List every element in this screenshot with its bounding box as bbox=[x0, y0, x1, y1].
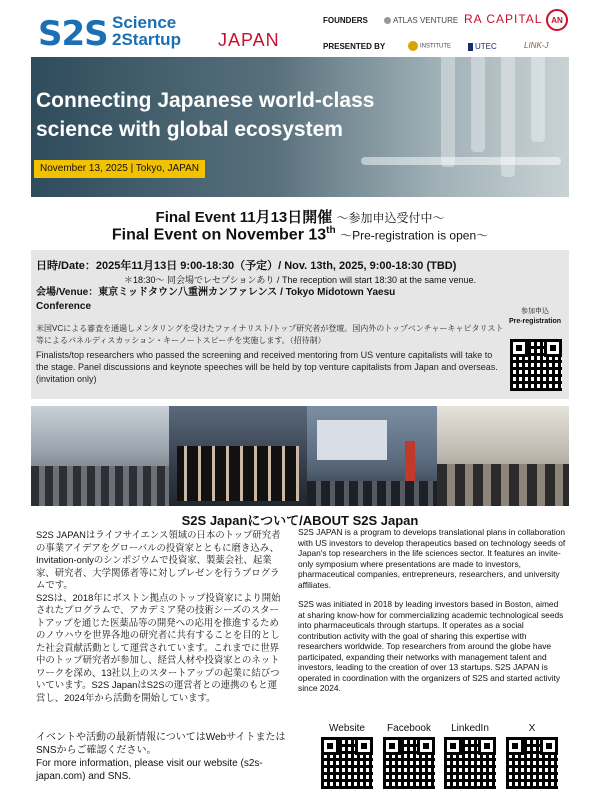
linkedin-qr-code[interactable] bbox=[444, 737, 496, 789]
event-photo-group bbox=[169, 406, 307, 506]
event-photo-audience bbox=[31, 406, 169, 506]
presenter-utec: UTEC bbox=[468, 42, 497, 51]
facebook-qr-code[interactable] bbox=[383, 737, 435, 789]
test-tube-graphic bbox=[471, 57, 485, 152]
s2s-logo-text bbox=[112, 14, 181, 48]
reception-note: ＊18:30〜 同会場でレセプションあり / The reception will start 18:30 at the same venue. bbox=[123, 275, 477, 285]
website-qr-code[interactable] bbox=[321, 737, 373, 789]
event-description-en: Finalists/top researchers who passed the screening and received mentoring from US venture capitalists will take to the stage. Panel discussions and keynote speeches will be held by top venture capitalists from Japan and overseas. (invitation only) bbox=[36, 350, 498, 384]
presenter-link-j: LINK-J bbox=[524, 41, 549, 50]
about-jp-paragraph-1: S2S JAPANはライフサイエンス領域の日本のトップ研究者の事業アイデアをグローバルの投資家とともに磨き込み、Invitation-onlyのシンポジウムで投資家、製薬会社、起業家、研究者、大学関係者等に対しプレゼンを行うプログラムです。 bbox=[36, 529, 281, 590]
banner-date: November 13, 2025 | Tokyo, JAPAN bbox=[34, 160, 205, 178]
qr-label-facebook: Facebook bbox=[387, 723, 431, 734]
logo-japan: JAPAN bbox=[218, 30, 280, 50]
qr-label-website: Website bbox=[329, 723, 365, 734]
event-venue: 会場/Venue：東京ミッドタウン八重洲カンファレンス / Tokyo Midotown Yaesu Conference bbox=[36, 287, 396, 312]
atlas-logo-icon bbox=[384, 17, 391, 24]
lab-bench-graphic bbox=[361, 157, 561, 165]
panel-audience-graphic bbox=[437, 464, 569, 506]
about-en-paragraph-2: S2S was initiated in 2018 by leading investors based in Boston, aimed at sharing know-how for commercializing academic technological seeds into pharmaceuticals through startups. It operates as a social contribution activity with the goal of sharing this expertise with researchers worldwide. Top researchers from around the globe have participated, expanding their networks with management talent and investors, leading to the creation of over 13 startups. S2S JAPAN is operated in coordination with the organizers of S2S and started activity since 2024. bbox=[298, 599, 564, 693]
logo-line-2startup: 2Startup bbox=[112, 30, 181, 49]
screen-graphic bbox=[317, 420, 387, 460]
preregistration-qr-code[interactable] bbox=[510, 339, 562, 391]
founder-ra-capital: RA CAPITAL bbox=[464, 12, 543, 26]
event-date: 日時/Date：2025年11月13日 9:00-18:30（予定）/ Nov. 13th, 2025, 9:00-18:30 (TBD) bbox=[36, 260, 457, 272]
test-tube-graphic bbox=[441, 57, 455, 167]
founders-label: FOUNDERS bbox=[323, 16, 368, 25]
audience-graphic bbox=[307, 481, 437, 506]
x-qr-code[interactable] bbox=[506, 737, 558, 789]
audience-rows-graphic bbox=[31, 466, 169, 506]
about-text-en bbox=[298, 527, 566, 703]
qr-label-linkedin: LinkedIn bbox=[451, 723, 489, 734]
about-text-jp bbox=[36, 529, 286, 704]
about-en-paragraph-1: S2S JAPAN is a program to develops translational plans in collaboration with US investors to develop therapeutics based on technology seeds of Japan's top researchers in the life sciences sector. It features an invite-only symposium where presentations are made to investors, pharmaceutical companies, entrepreneurs, researchers, and university affiliates. bbox=[298, 527, 566, 590]
event-photo-speaker bbox=[307, 406, 437, 506]
presenter-institute: INSTITUTE bbox=[408, 41, 451, 51]
founder-atlas-venture: ATLAS VENTURE bbox=[384, 16, 458, 25]
event-description-jp: 米国VCによる審査を通過しメンタリングを受けたファイナリスト/トップ研究者が登壇。国内外のトップベンチャーキャピタリスト等によるパネルディスカッション・キーノートスピーチを実施します。（招待制） bbox=[36, 324, 504, 345]
final-event-jp: Final Event 11月13日開催 〜参加申込受付中〜 bbox=[155, 209, 445, 226]
final-event-en: Final Event on November 13th 〜Pre-registration is open〜 bbox=[111, 225, 489, 244]
utec-logo-icon bbox=[468, 43, 473, 51]
presented-by-label: PRESENTED BY bbox=[323, 42, 386, 51]
qr-label-x: X bbox=[528, 723, 536, 734]
more-info-en: For more information, please visit our website (s2s-japan.com) and SNS. bbox=[36, 758, 263, 782]
event-photo-panel bbox=[437, 406, 569, 506]
test-tube-graphic bbox=[531, 57, 545, 142]
s2s-logo-mark: S2S bbox=[38, 14, 108, 54]
banner-title: Connecting Japanese world-class science with global ecosystem bbox=[36, 89, 375, 141]
institute-logo-icon bbox=[408, 41, 418, 51]
about-title: S2S Japanについて/ABOUT S2S Japan bbox=[181, 513, 419, 528]
preregistration-label: 参加申込 Pre-registration bbox=[508, 308, 562, 325]
about-jp-paragraph-2: S2Sは、2018年にボストン拠点のトップ投資家により開始されたプログラムで、アカデミア発の技術シーズのスタートアップを通じた医薬品等の開発への応用を推進するためのノウハウを世界各地の研究者に共有することを目的とした社会貢献活動として運営されています。これまでに世界中のトップ研究者が参加し、経営人材や投資家とのネットワークを深め、13社以上のスタートアップの起業に結びついています。S2S JapanはS2Sの運営者との連携のもと運営し、2024年から活動を開始しています。 bbox=[36, 591, 281, 703]
founder-an-badge: AN bbox=[546, 9, 568, 31]
logo-line-science: Science bbox=[112, 13, 177, 32]
group-people-graphic bbox=[177, 446, 299, 501]
more-info-jp: イベントや活動の最新情報についてはWebサイトまたはSNSからご確認ください。 bbox=[36, 732, 286, 756]
